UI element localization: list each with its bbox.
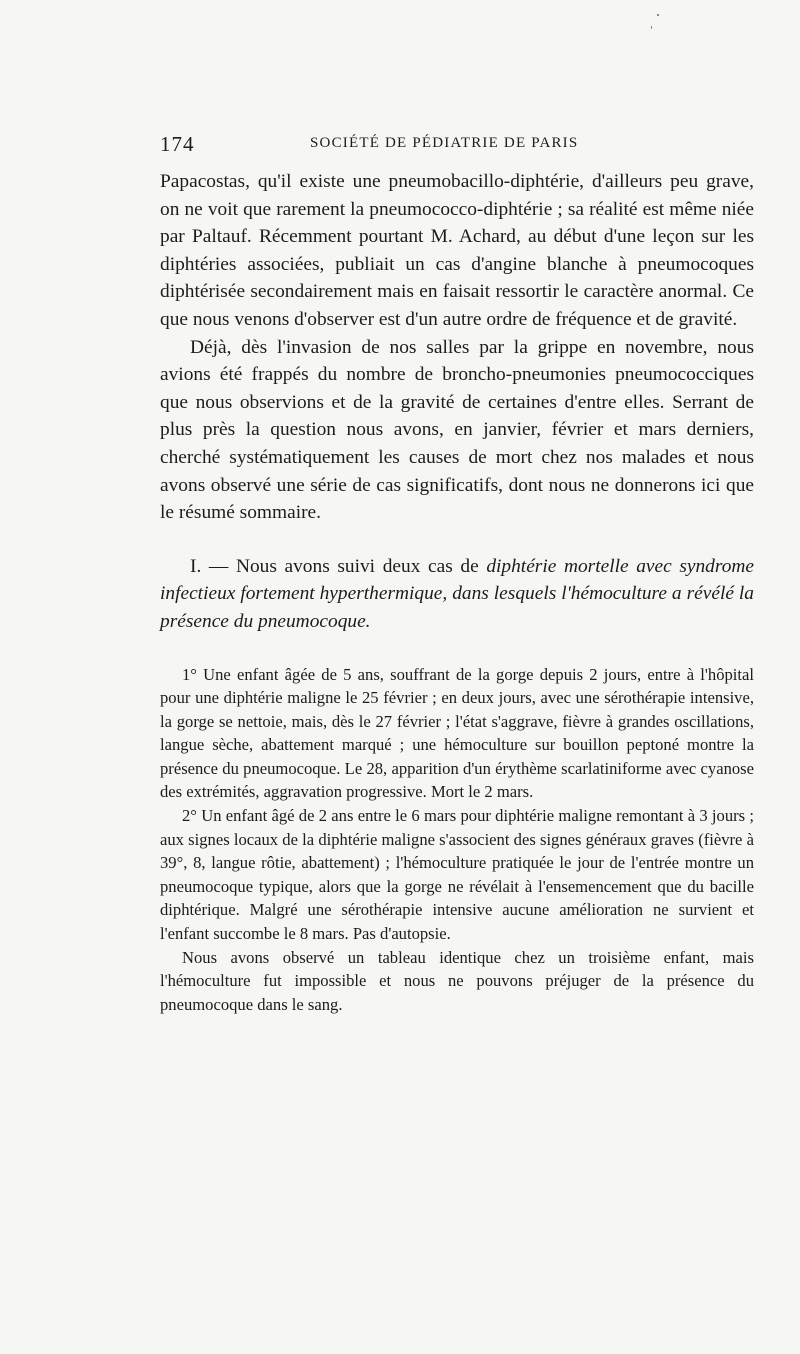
case-3: Nous avons observé un tableau identique chez un troisième enfant, mais l'hémoculture fut impossible et nous ne pouvons préjuger de la présence du pneumocoque dans le sang. [160, 947, 754, 1014]
case-1: 1° Une enfant âgée de 5 ans, souffrant de la gorge depuis 2 jours, entre à l'hôpital pour une diphtérie maligne le 25 février ; en deux jours, avec une sérothérapie intensive, la gorge se nettoie, mais, dès le 27 février ; l'état s'aggrave, fièvre à grandes oscillations, langue sèche, abattement marqué ; une hémoculture sur bouillon peptoné montre la présence du pneumocoque. Le 28, apparition d'un érythème scarlatiniforme avec cyanose des extrémités, aggravation progressive. Mort le 2 mars. [160, 664, 754, 802]
case-observations [160, 663, 754, 1017]
page-number: 174 [160, 132, 195, 156]
paragraph-continuation: Papacostas, qu'il existe une pneumobacillo-diphtérie, d'ailleurs peu grave, on ne voit que rarement la pneumococco-diphtérie ; sa réalité est même niée par Paltauf. Récemment pourtant M. Achard, au début d'une leçon sur les diphtéries associées, publiait un cas d'angine blanche à pneumocoques diphtérisée secondairement mais en faisait ressortir le caractère anormal. Ce que nous venons d'observer est d'un autre ordre de fréquence et de gravité. [160, 171, 754, 330]
paper-speck [651, 26, 652, 29]
section-i-paragraph [160, 553, 754, 636]
section-i-lead: I. — Nous avons suivi deux cas de [190, 555, 487, 577]
page-header [160, 132, 754, 156]
body-text [160, 168, 754, 1016]
paper-speck [657, 14, 659, 16]
case-2: 2° Un enfant âgé de 2 ans entre le 6 mars pour diphtérie maligne remontant à 3 jours ; aux signes locaux de la diphtérie maligne s'associent des signes généraux graves (fièvre à 39°, 8, langue rôtie, abattement) ; l'hémoculture pratiquée le jour de l'entrée montre un pneumocoque typique, alors que la gorge ne révélait à l'ensemencement que du bacille diphtérique. Malgré une sérothérapie intensive aucune amélioration ne survient et l'enfant succombe le 8 mars. Pas d'autopsie. [160, 806, 754, 944]
paragraph-grippe: Déjà, dès l'invasion de nos salles par la grippe en novembre, nous avions été frappés du nombre de broncho-pneumonies pneumococciques que nous observions et de la gravité de certaines d'entre elles. Serrant de plus près la question nous avons, en janvier, février et mars derniers, cherché systématiquement les causes de mort chez nos malades et nous avons observé une série de cas significatifs, dont nous ne donnerons ici que le résumé sommaire. [160, 336, 754, 524]
section-i-italic: diphtérie mortelle avec syndrome infectieux fortement hyperthermique, dans lesquels l'hémoculture a révélé la présence du pneumocoque. [160, 555, 755, 632]
running-head: SOCIÉTÉ DE PÉDIATRIE DE PARIS [310, 135, 579, 151]
